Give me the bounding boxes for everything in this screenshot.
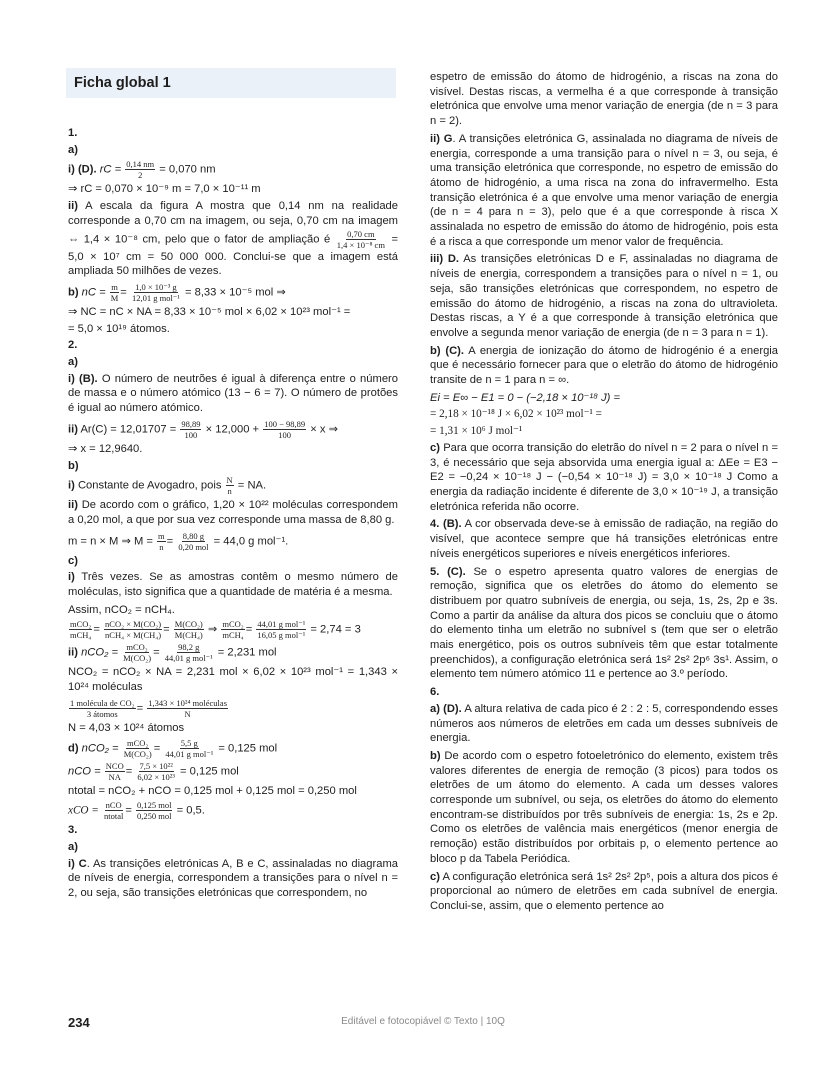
right-column: [430, 70, 778, 917]
q2-b-i: i) Constante de Avogadro, pois $\frac{N}{n}$ = NA.: [68, 475, 267, 497]
q2-c-ii-result: N = 4,03 × 10²⁴ átomos: [68, 721, 185, 734]
q2-a-ii-result: ⇒ x = 12,9640.: [68, 442, 143, 455]
q2-d-equation: d) nCO₂ = $\frac{\text{mCO₂}}{\text{M(CO₂)}}$ = $\frac{5,5 g}{\text{44,01 g mol⁻¹}}$ = 0,125 mol: [68, 737, 278, 759]
q1-a-heading: a): [68, 143, 78, 156]
q2-a-heading: a): [68, 356, 78, 369]
copyright-text: Editável e fotocopiável © Texto | 10Q: [341, 1016, 505, 1027]
q4-paragraph: 4. (B). A cor observada deve-se à emissão de radiação, na região do visível, que acontece sempre que há transições eletrónicas entre níveis energéticos superiores e níveis energéticos inferiores.: [430, 518, 778, 560]
page-title: [66, 68, 396, 98]
left-column: [68, 68, 398, 904]
q2-heading: 2.: [68, 339, 78, 352]
q3-a-iii-paragraph: iii) D. As transições eletrónicas D e F, assinaladas no diagrama de níveis de energia, correspondem a transições para o nível n = 1, ou seja, são transições eletrónicas que correspondem, no espetro de emissão do átomo de hidrogénio, a riscas na zona do ultravioleta. Destas riscas, a Y é a que corresponde à transição eletrónica que envolve a segunda menor variação de energia (de n = 3 para n = 1).: [430, 253, 778, 339]
q2-d-equation-4: xCO = $\frac{\text{nCO}}{\text{ntotal}}$ = $\frac{\text{0,125 mol}}{\text{0,250 mol}}$ = 0,5.: [68, 800, 205, 822]
q3-a-ii-paragraph: ii) G. A transições eletrónica G, assinalada no diagrama de níveis de energia, corresponde a uma transição para o nível n = 3, ou seja, é uma transição eletrónica que corresponde, no espetro de emissão do átomo de hidrogénio, a uma risca na zona do infravermelho. Esta transição eletrónica é a que envolve uma menor variação de energia (de n = 4 para n = 3), pelo que é a que corresponde à risca X assinalada no espetro de emissão do átomo de hidrogénio, pois esta é a risca a que corresponde um menor valor de frequência.: [430, 132, 778, 248]
q3-a-i-continuation: espetro de emissão do átomo de hidrogénio, a riscas na zona do visível. Destas riscas, a vermelha é a que corresponde à transição eletrónica que envolve uma menor variação de energia (de n = 3 para n = 2).: [430, 71, 778, 128]
q2-c-i-equation: $\frac{\text{mCO₂}}{\text{mCH₄}}$ = $\frac{\text{nCO₂ × M(CO₂)}}{\text{nCH₄ × M(CH₄)}}$ = $\frac{\text{M(CO₂)}}{\text{M(CH₄)}}$ ⇒ $\frac{\text{mCO₂}}{\text{mCH₄}}$ = $\frac{\text{44,01 g mol⁻¹}}{\text{16,05 g mol⁻¹}}$ = 2,74 = 3: [70, 619, 361, 641]
q2-c-ii-proportion: $\frac{\text{1 molécula de CO₂}}{\text{3 átomos}}$ = $\frac{\text{1,343 × 10²⁴ moléculas}}{N}$: [70, 697, 228, 719]
q2-b-ii-equation: m = n × M ⇒ M = $\frac{m}{n}$ = $\frac{8,80 g}{\text{0,20 mol}}$ = 44,0 g mol⁻¹.: [68, 530, 289, 552]
q2-c-heading: c): [68, 554, 78, 567]
q3-b-equation-3: = 1,31 × 10⁶ J mol⁻¹: [430, 425, 523, 438]
q1-b-result-2: = 5,0 × 10¹⁹ átomos.: [68, 322, 170, 335]
q2-d-equation-2: nCO = $\frac{\text{NCO}}{NA}$ = $\frac{\text{7,5 × 10²²}}{\text{6,02 × 10²³}}$ = 0,125 mol: [68, 760, 239, 782]
fraction: $\frac{0,14 nm}{2}$: [126, 159, 155, 181]
q1-b-equation: b) nC = $\frac{m}{M}$ = $\frac{\text{1,0 × 10⁻³ g}}{\text{12,01 g mol⁻¹}}$ = 8,33 × 10⁻⁵ mol ⇒: [68, 281, 286, 303]
q2-a-ii-equation: ii) Ar(C) = 12,01707 = $\frac{98,89}{100}$ × 12,000 + $\frac{100 - 98,89}{100}$ × x ⇒: [68, 418, 338, 440]
q2-c-i-assim: Assim, nCO₂ = nCH₄.: [68, 603, 175, 616]
q1-a-i-result: ⇒ rC = 0,070 × 10⁻⁹ m = 7,0 × 10⁻¹¹ m: [68, 183, 261, 196]
q2-b-ii-paragraph: ii) De acordo com o gráfico, 1,20 × 10²² moléculas correspondem a 0,20 mol, a que por sua vez corresponde uma massa de 8,80 g.: [68, 499, 399, 526]
q6-heading: 6.: [430, 686, 440, 699]
q1-heading: 1.: [68, 127, 78, 139]
q2-c-ii-molecules: NCO₂ = nCO₂ × NA = 2,231 mol × 6,02 × 10²³ mol⁻¹ = 1,343 × 10²⁴ moléculas: [68, 666, 398, 694]
title-text: Ficha global 1: [74, 74, 171, 91]
q2-c-i-paragraph: i) Três vezes. Se as amostras contêm o mesmo número de moléculas, isto significa que a quantidade de matéria é a mesma.: [68, 571, 398, 599]
q5-paragraph: 5. (C). Se o espetro apresenta quatro valores de energias de remoção, significa que os eletrões do átomo do elemento se distribuem por quatro subníveis de energia, ou seja, 1s, 2s, 2p e 3s. Como a partir da análise da altura dos picos se concluiu que o átomo do elemento tinha um eletrão no subnível s (tem que ser o eletrão mais energético, pois os outros subníveis têm que estar totalmente preenchidos), a configuração eletrónica será 1s² 2s² 2p⁶ 3s¹. Assim, o elemento tem número atómico 11 e pertence ao 3.º período.: [430, 565, 779, 681]
q3-b-equation-1: Ei = E∞ − E1 = 0 − (−2,18 × 10⁻¹⁸ J) =: [430, 391, 621, 404]
q6-b-paragraph: b) De acordo com o espetro fotoeletrónico do elemento, existem três valores diferentes de energia de remoção (3 picos) para todos os eletrões de um átomo do elemento. A cada um desses valores corresponde um subnível, ou seja, os eletrões do átomo do elemento encontram-se distribuídos por três subníveis de energia: 1s, 2s e 2p. Como os eletrões de valência mais energéticos (menor energia de remoção) estão distribuídos por orbitais p, o elemento pertence ao bloco p da Tabela Periódica.: [430, 749, 779, 865]
q3-a-i-paragraph: i) C. As transições eletrónicas A, B e C, assinaladas no diagrama de níveis de energia, correspondem a transições para o nível n = 2, ou seja, são transições eletrónicas que correspondem, no: [68, 857, 398, 900]
q6-c-paragraph: c) A configuração eletrónica será 1s² 2s² 2p⁵, pois a altura dos picos é proporcional ao número de eletrões em cada subnível de energia. Conclui-se, assim, que o elemento pertence ao: [430, 870, 778, 912]
q1-a-ii-paragraph: ii) A escala da figura A mostra que 0,14 nm na realidade corresponde a 0,70 cm na imagem, ou seja, 0,70 cm na imagem ⇔ 1,4 × 10⁻⁸ cm, pelo que o fator de ampliação é $\frac{0,70 cm}{\text{1,4 × 10⁻⁸ cm}}$ = 5,0 × 10⁷ cm = 50 000 000. Conclui-se que a imagem está ampliada 50 milhões de vezes.: [68, 200, 399, 278]
q2-d-equation-3: ntotal = nCO₂ + nCO = 0,125 mol + 0,125 mol = 0,250 mol: [68, 784, 357, 797]
q6-a-paragraph: a) (D). A altura relativa de cada pico é 2 : 2 : 5, correspondendo esses números aos números de eletrões em cada um desses subníveis de energia.: [430, 702, 778, 745]
q2-c-ii-equation: ii) nCO₂ = $\frac{\text{mCO₂}}{\text{M(CO₂)}}$ = $\frac{98,2 g}{\text{44,01 g mol⁻¹}}$ = 2,231 mol: [68, 642, 277, 664]
q2-b-heading: b): [68, 459, 79, 472]
q2-a-i-paragraph: i) (B). O número de neutrões é igual à diferença entre o número de massa e o número atómico (13 − 6 = 7). O número de protões é igual ao número atómico.: [68, 372, 398, 415]
q3-a-heading: a): [68, 840, 78, 853]
q3-b-equation-2: = 2,18 × 10⁻¹⁸ J × 6,02 × 10²³ mol⁻¹ =: [430, 408, 602, 421]
q1-b-result-1: ⇒ NC = nC × NA = 8,33 × 10⁻⁵ mol × 6,02 × 10²³ mol⁻¹ =: [68, 305, 351, 318]
q3-c-paragraph: c) Para que ocorra transição do eletrão do nível n = 2 para o nível n = 3, é necessário que seja absorvida uma energia igual a: ΔEe = E3 − E2 = −0,24 × 10⁻¹⁸ J − (−0,54 × 10⁻¹⁸ J) = 3,0 × 10⁻¹⁸ J Como a energia da radiação incidente é diferente de 3,0 × 10⁻¹⁹ J, a transição eletrónica referida não ocorre.: [430, 441, 778, 513]
q3-heading: 3.: [68, 824, 78, 837]
page-number: 234: [68, 1015, 90, 1030]
q3-b-paragraph: b) (C). A energia de ionização do átomo de hidrogénio é a energia que é necessário fornecer para que o eletrão do átomo de hidrogénio transite de n = 1 para n = ∞.: [430, 344, 778, 387]
q1-a-i-equation: i) (D). rC = $\frac{0,14 nm}{2}$ = 0,070 nm: [68, 159, 216, 181]
